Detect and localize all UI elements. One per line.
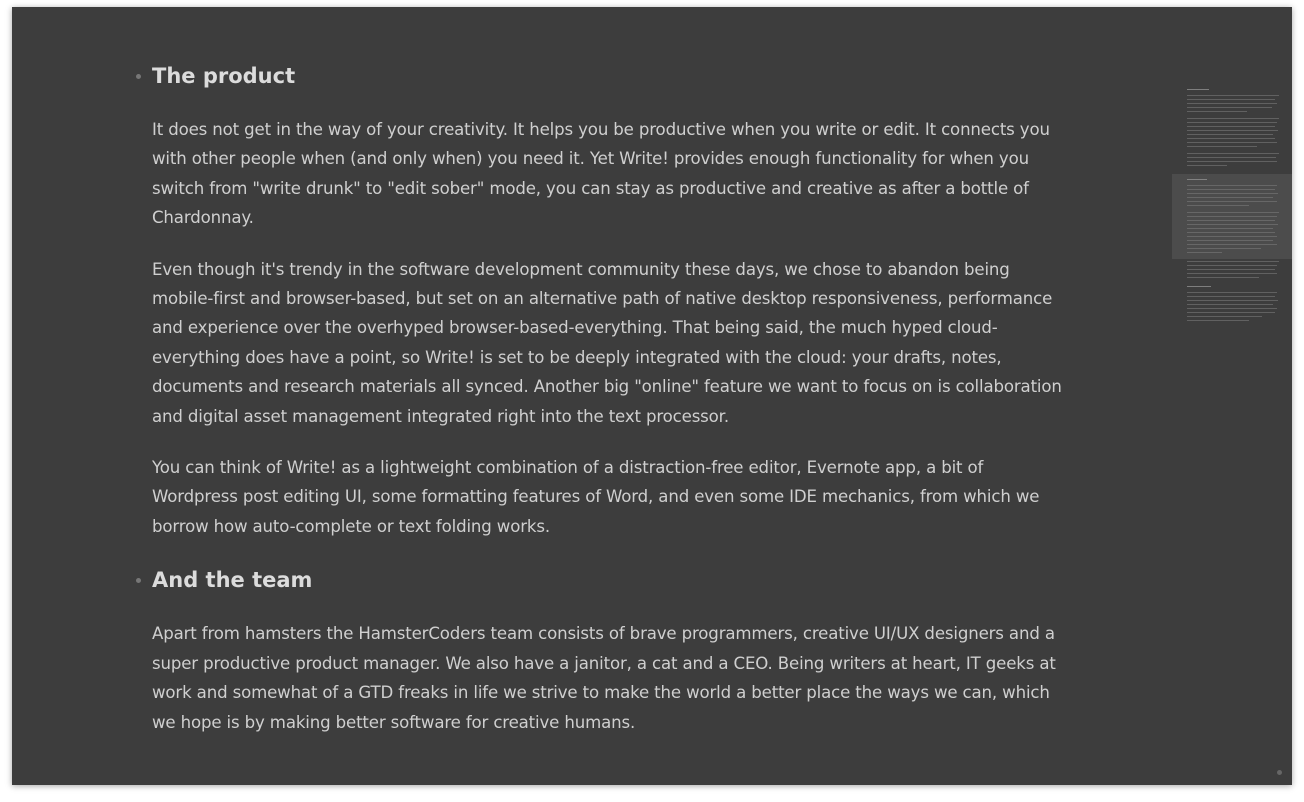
minimap-line	[1187, 157, 1276, 158]
minimap-line	[1187, 236, 1277, 237]
minimap-line	[1187, 216, 1277, 217]
minimap-line	[1187, 134, 1273, 135]
minimap-line	[1187, 153, 1279, 154]
minimap-line	[1187, 146, 1257, 147]
editor-window	[12, 7, 1292, 785]
fold-toggle-icon[interactable]	[136, 74, 141, 79]
minimap-line	[1187, 269, 1275, 270]
heading-text: The product	[152, 64, 296, 88]
minimap-line	[1187, 118, 1279, 119]
paragraph: You can think of Write! as a lightweight combination of a distraction-free editor, Evernote app, a bit of Wordpress post editing UI, some formatting features of Word, and even some IDE mechanics, from which we borrow how auto-complete or text folding works.	[152, 458, 1040, 536]
minimap-line	[1187, 138, 1275, 139]
minimap-line	[1187, 220, 1275, 221]
paragraph: It does not get in the way of your creativity. It helps you be productive when you write or edit. It connects you with other people when (and only when) you need it. Yet Write! provides enough functionality for when you switch from "write drunk" to "edit sober" mode, you can stay as productive and creative as after a bottle of Chardonnay.	[152, 120, 1050, 228]
minimap-line	[1187, 304, 1273, 305]
minimap-line	[1187, 232, 1275, 233]
minimap-line	[1187, 308, 1277, 309]
minimap-line	[1187, 122, 1277, 123]
minimap-line	[1187, 300, 1278, 301]
minimap-line	[1187, 265, 1277, 266]
document-minimap[interactable]	[1172, 81, 1292, 331]
minimap-line	[1187, 228, 1273, 229]
minimap-line	[1187, 126, 1275, 127]
minimap-line	[1187, 189, 1275, 190]
minimap-line	[1187, 286, 1211, 287]
minimap-line	[1187, 252, 1222, 253]
section-heading-team	[152, 563, 1062, 597]
minimap-line	[1187, 89, 1209, 90]
minimap-line	[1187, 320, 1249, 321]
minimap-line	[1187, 244, 1277, 245]
heading-text: And the team	[152, 568, 313, 593]
minimap-line	[1187, 111, 1247, 112]
document-editor[interactable]	[152, 59, 1062, 759]
minimap-line	[1187, 161, 1277, 162]
minimap-line	[1187, 277, 1259, 278]
minimap-line	[1187, 248, 1261, 249]
minimap-line	[1187, 316, 1262, 317]
minimap-line	[1187, 261, 1279, 262]
minimap-line	[1187, 312, 1275, 313]
minimap-line	[1187, 130, 1278, 131]
minimap-line	[1187, 296, 1275, 297]
minimap-line	[1187, 197, 1273, 198]
minimap-line	[1187, 240, 1273, 241]
status-dot-icon	[1277, 770, 1282, 775]
minimap-line	[1187, 212, 1279, 213]
section-heading-product	[152, 59, 1062, 93]
minimap-line	[1187, 99, 1275, 100]
minimap-line	[1187, 103, 1277, 104]
minimap-line	[1187, 224, 1278, 225]
minimap-line	[1187, 292, 1277, 293]
minimap-line	[1187, 95, 1279, 96]
minimap-line	[1187, 142, 1277, 143]
minimap-line	[1187, 165, 1227, 166]
minimap-line	[1187, 185, 1277, 186]
minimap-line	[1187, 179, 1207, 180]
minimap-line	[1187, 193, 1278, 194]
minimap-line	[1187, 201, 1277, 202]
paragraph: Even though it's trendy in the software development community these days, we chose to abandon being mobile-first and browser-based, but set on an alternative path of native desktop responsiveness, performance and experience over the overhyped browser-based-everything. That being said, the much hyped cloud-everything does have a point, so Write! is set to be deeply integrated with the cloud: your drafts, notes, documents and research materials all synced. Another big "online" feature we want to focus on is collaboration and digital asset management integrated right into the text processor.	[152, 259, 1062, 426]
minimap-line	[1187, 107, 1272, 108]
fold-toggle-icon[interactable]	[136, 578, 141, 583]
minimap-line	[1187, 205, 1249, 206]
paragraph: Apart from hamsters the HamsterCoders team consists of brave programmers, creative UI/UX designers and a super productive product manager. We also have a janitor, a cat and a CEO. Being writers at heart, IT geeks at work and somewhat of a GTD freaks in life we strive to make the world a better place the ways we can, which we hope is by making better software for creative humans.	[152, 624, 1056, 732]
minimap-line	[1187, 273, 1277, 274]
